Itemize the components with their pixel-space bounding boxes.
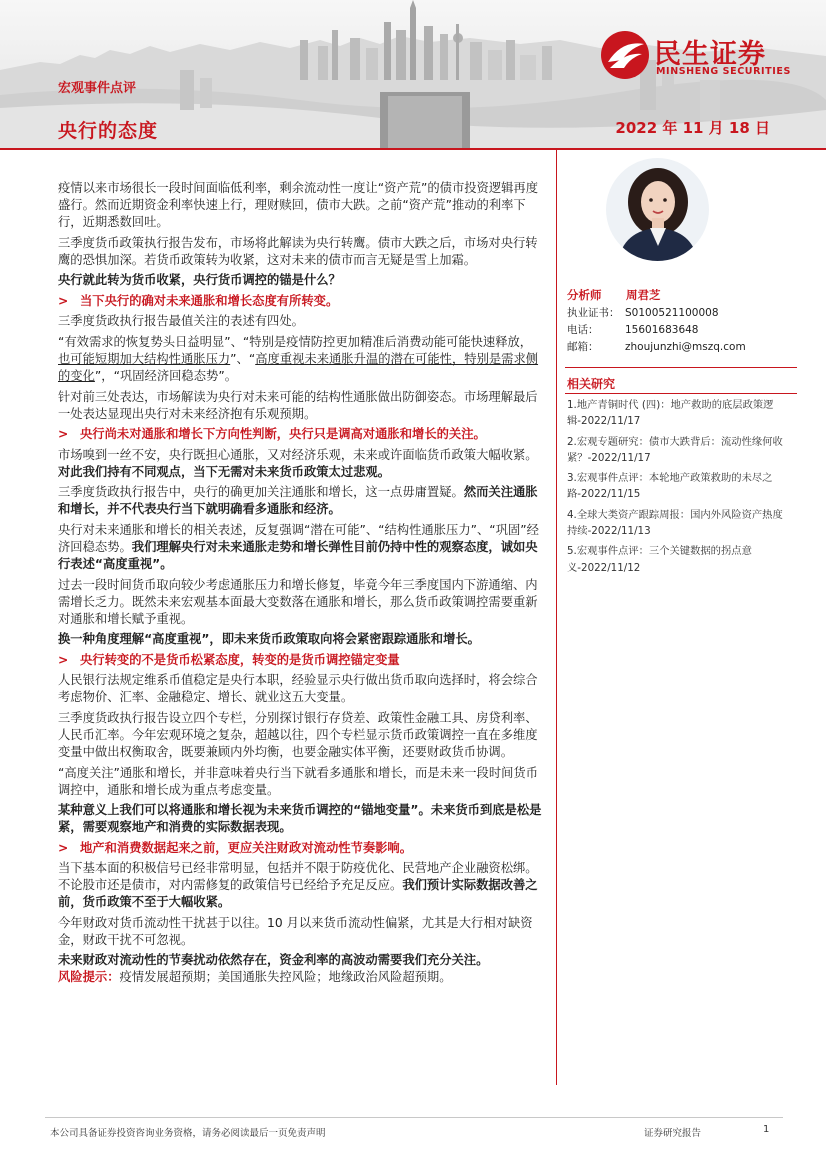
paragraph: 当下基本面的积极信号已经非常明显，包括并不限于防疫优化、民营地产企业融资松绑。不论股市还是债市，对内需修复的政策信号已经给予充足反应。我们预计实际数据改善之前，货币政策不至于大幅收紧。 [58,861,538,910]
paragraph: 今年财政对货币流动性干扰甚于以往。10 月以来货币流动性偏紧，尤其是大行相对缺资金，财政干扰不可忽视。 [58,915,533,947]
bold-question: 某种意义上我们可以将通胀和增长视为未来货币调控的“锚地变量”。未来货币到底是松是紧，需要观察地产和消费的实际数据表现。 [58,803,542,835]
header-divider [0,148,826,150]
bold-question: 换一种角度理解“高度重视”，即未来货币政策取向将会紧密跟踪通胀和增长。 [58,632,480,647]
paragraph: 过去一段时间货币取向较少考虑通胀压力和增长修复，毕竟今年三季度国内下游通缩、内需增长乏力。既然未来宏观基本面最大变数落在通胀和增长，那么货币政策调控需要重新对通胀和增长赋予重视。 [58,577,538,626]
cert-row: 执业证书： S0100521100008 [567,307,719,319]
arrow-icon: > [58,427,69,442]
page-number: 1 [763,1124,770,1135]
minsheng-logo [600,30,805,80]
logo-mark-icon [600,30,650,80]
logo-chinese-text: 民生证券 [654,39,766,70]
arrow-icon: > [58,293,69,308]
paragraph: “有效需求的恢复势头日益明显”、“特别是疫情防控更加精准后消费动能可能快速释放，也可能短期加大结构性通胀压力”、“高度重视未来通胀升温的潜在可能性，特别是需求侧的变化”，“巩固经济回稳态势”。 [58,334,539,383]
email-row: 邮箱： zhoujunzhi@mszq.com [567,341,746,353]
related-research-list [567,397,785,580]
column-divider [556,150,557,1085]
related-item[interactable]: 3.宏观事件点评：本轮地产政策救助的未尽之路-2022/11/15 [567,472,773,501]
sidebar-separator [565,367,797,368]
email-link[interactable]: zhoujunzhi@mszq.com [625,341,746,353]
footer-disclaimer: 本公司具备证券投资咨询业务资格，请务必阅读最后一页免责声明 [50,1128,326,1139]
paragraph: 市场嗅到一丝不安，央行既担心通胀，又对经济乐观，未来或许面临货币政策大幅收紧。对此我们持有不同观点，当下无需对未来货币政策太过悲观。 [58,447,538,479]
section-bullet: > 央行转变的不是货币松紧态度，转变的是货币调控锚定变量 [58,652,400,667]
footer-doc-type: 证券研究报告 [644,1128,702,1139]
main-body [58,180,544,990]
paragraph: 央行对未来通胀和增长的相关表述，反复强调“潜在可能”、“结构性通胀压力”、“巩固”经济回稳态势。我们理解央行对未来通胀走势和增长弹性目前仍持中性的观察态度，诚如央行表述“高度重视”。 [58,522,539,571]
paragraph: 三季度货政执行报告设立四个专栏，分别探讨银行存贷差、政策性金融工具、房贷利率、人民币汇率。今年宏观环境之复杂，超越以往，四个专栏显示货币政策调控一直在多维度变量中做出权衡取舍，既要兼顾内外均衡，也要金融实体平衡，还要财政货币协调。 [58,710,538,759]
section-bullet: > 央行尚未对通胀和增长下方向性判断，央行只是调高对通胀和增长的关注。 [58,427,486,442]
report-date: 2022 年 11 月 18 日 [615,119,770,137]
report-category: 宏观事件点评 [58,81,137,96]
paragraph: 疫情以来市场很长一段时间面临低利率，剩余流动性一度让“资产荒”的债市投资逻辑再度盛行。然而近期资金利率快速上行，理财赎回，债市大跌。之前“资产荒”推动的利率下行，近期悉数回吐。 [58,181,539,229]
related-item[interactable]: 1.地产青铜时代 (四)：地产救助的底层政策逻辑-2022/11/17 [567,399,774,428]
paragraph: 三季度货政执行报告中，央行的确更加关注通胀和增长，这一点毋庸置疑。然而关注通胀和增长，并不代表央行当下就明确看多通胀和经济。 [58,485,538,517]
arrow-icon: > [58,840,69,855]
arrow-icon: > [58,652,69,667]
related-research-title: 相关研究 [567,377,616,391]
risk-warning: 风险提示：疫情发展超预期；美国通胀失控风险；地缘政治风险超预期。 [58,970,452,985]
paragraph: 三季度货币政策执行报告发布，市场将此解读为央行转鹰。债市大跌之后，市场对央行转鹰的恐惧加深。若货币政策转为收紧，这对未来的债市而言无疑是雪上加霜。 [58,235,538,267]
analyst-photo [606,158,709,261]
section-bullet: > 当下央行的确对未来通胀和增长态度有所转变。 [58,293,339,308]
bold-question: 央行就此转为货币收紧，央行货币调控的锚是什么？ [58,273,341,288]
sidebar-separator [565,393,797,394]
paragraph: 人民银行法规定维系币值稳定是央行本职，经验显示央行做出货币取向选择时，将会综合考虑物价、汇率、金融稳定、增长、就业这五大变量。 [58,673,538,705]
logo-english-text: MINSHENG SECURITIES [656,66,791,77]
related-item[interactable]: 2.宏观专题研究：债市大跌背后：流动性缘何收紧？-2022/11/17 [567,435,783,464]
related-item[interactable]: 4.全球大类资产跟踪周报：国内外风险资产热度持续-2022/11/13 [567,508,783,538]
phone-row: 电话： 15601683648 [567,324,699,336]
section-bullet: > 地产和消费数据起来之前，更应关注财政对流动性节奏影响。 [58,840,413,855]
analyst-role: 分析师 [567,288,602,302]
paragraph: 三季度货政执行报告最值关注的表述有四处。 [58,314,304,329]
related-item[interactable]: 5.宏观事件点评：三个关键数据的拐点意义-2022/11/12 [567,545,752,574]
bold-question: 未来财政对流动性的节奏扰动依然存在，资金利率的高波动需要我们充分关注。 [58,953,489,968]
analyst-name: 周君芝 [626,288,661,302]
paragraph: 针对前三处表达，市场解读为央行对未来可能的结构性通胀做出防御姿态。市场理解最后一处表达显现出央行对未来经济抱有乐观预期。 [58,389,538,421]
header-banner [0,0,826,150]
footer-divider [45,1117,783,1118]
paragraph: “高度关注”通胀和增长，并非意味着央行当下就看多通胀和增长，而是未来一段时间货币调控中，通胀和增长成为重点考虑变量。 [58,765,539,797]
report-title: 央行的态度 [58,120,159,142]
